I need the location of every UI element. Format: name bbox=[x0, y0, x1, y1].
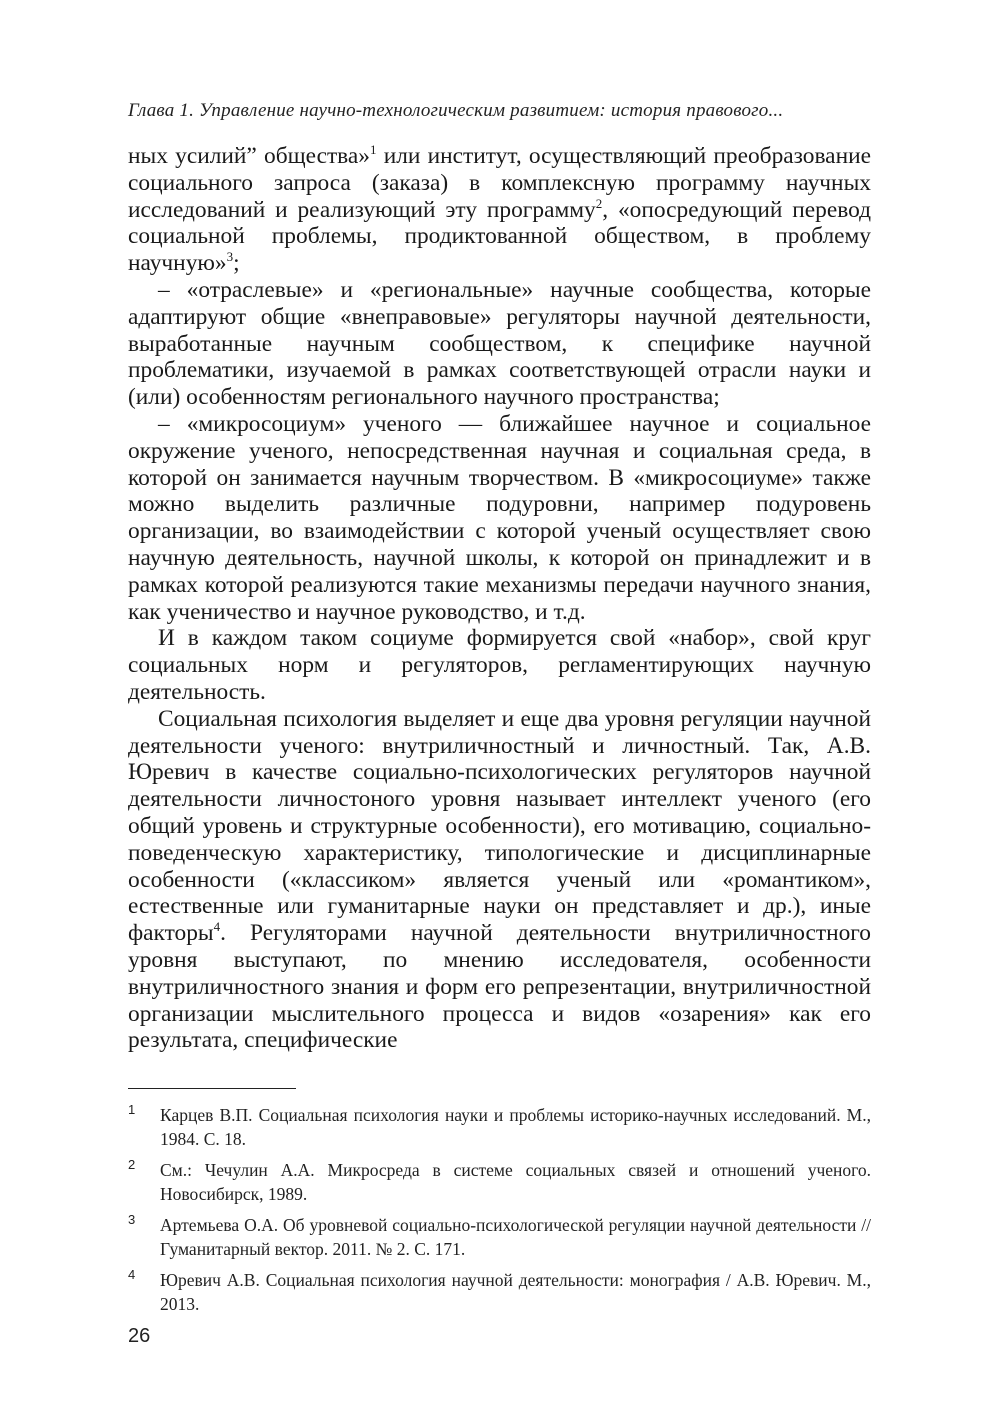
running-head: Глава 1. Управление научно-технологическим развитием: история правового... bbox=[128, 100, 784, 121]
footnote-2 bbox=[128, 1158, 871, 1206]
footnote-text: См.: Чечулин А.А. Микросреда в системе социальных связей и отношений ученого. Новосибирск, 1989. bbox=[160, 1160, 871, 1204]
footnote-ref-2[interactable]: 2 bbox=[595, 195, 603, 211]
paragraph-2: – «отраслевые» и «региональные» научные сообщества, которые адаптируют общие «внеправовые» регуляторы научной деятельности, выработанные научным сообществом, к специфике научной проблематики, изучаемой в рамках соответствующей отрасли науки и (или) особенностям регионального научного пространства; bbox=[128, 276, 871, 411]
page-number: 26 bbox=[128, 1325, 151, 1347]
paragraph-5: Социальная психология выделяет и еще два уровня регуляции научной деятельности ученого: внутриличностный и личностный. Так, А.В. Юревич в качестве социально-психологических регуляторов научной деятельности личностоного уровня называет интеллект ученого (его общий уровень и структурные особенности), его мотивацию, социально-поведенческую характеристику, типологические и дисциплинарные особенности («классиком» является ученый или «романтиком», естественные или гуманитарные науки он представляет и др.), иные факторы$^4$. Регуляторами научной деятельности внутриличностного уровня выступают, по мнению исследователя, особенности внутриличностного знания и форм его репрезентации, внутриличностной организации мыслительного процесса и видов «озарения» как его результата, специфические bbox=[128, 705, 871, 1054]
footnote-text: Юревич А.В. Социальная психология научной деятельности: монография / А.В. Юревич. М., 2013. bbox=[160, 1270, 871, 1314]
footnote-ref-1[interactable]: 1 bbox=[370, 142, 377, 157]
footnote-text: Карцев В.П. Социальная психология науки и проблемы историко-научных исследований. М., 1984. С. 18. bbox=[160, 1105, 871, 1149]
footnote-number: 1 bbox=[128, 1102, 136, 1117]
paragraph-4: И в каждом таком социуме формируется свой «набор», свой круг социальных норм и регуляторов, регламентирующих научную деятельность. bbox=[128, 625, 871, 705]
paragraph-1: ных усилий” общества»$^1$ или институт, осуществляющий преобразование социального запроса (заказа) в комплексную программу научных исследований и реализующий эту программу$^2$, «опосредующий перевод социальной проблемы, продиктованной обществом, в проблему научную»$^3$; bbox=[128, 142, 872, 277]
footnote-4 bbox=[128, 1268, 871, 1316]
footnote-number: 4 bbox=[128, 1267, 136, 1282]
footnote-3 bbox=[128, 1213, 871, 1261]
footnote-1 bbox=[128, 1103, 871, 1151]
footnote-ref-4[interactable]: 4 bbox=[213, 919, 221, 935]
footnotes bbox=[128, 1103, 871, 1323]
footnote-number: 3 bbox=[128, 1212, 136, 1227]
footnote-separator bbox=[128, 1088, 296, 1089]
main-text bbox=[128, 143, 871, 1054]
footnote-number: 2 bbox=[128, 1157, 136, 1172]
footnote-ref-3[interactable]: 3 bbox=[226, 249, 234, 265]
paragraph-3: – «микросоциум» ученого — ближайшее научное и социальное окружение ученого, непосредственная научная и социальная среда, в которой он занимается научным творчеством. В «микросоциуме» также можно выделить различные подуровни, например подуровень организации, во взаимодействии с которой ученый осуществляет свою научную деятельность, научной школы, к которой он принадлежит и в рамках которой реализуются такие механизмы передачи научного знания, как ученичество и научное руководство, и т.д. bbox=[128, 410, 871, 625]
footnote-text: Артемьева О.А. Об уровневой социально-психологической регуляции научной деятельности // Гуманитарный вектор. 2011. № 2. С. 171. bbox=[160, 1215, 871, 1259]
